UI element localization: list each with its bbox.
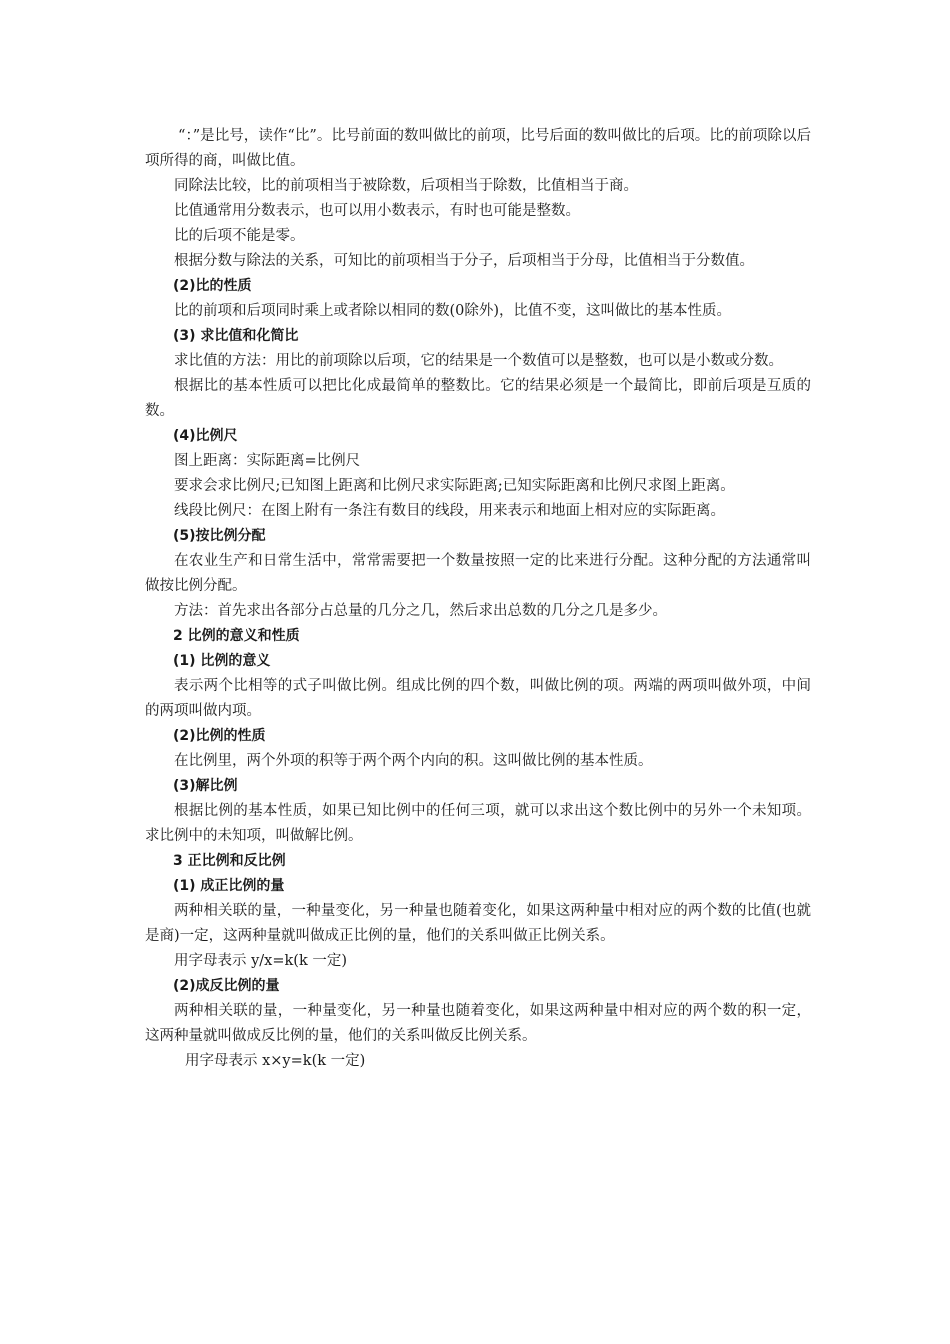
paragraph: 根据比例的基本性质，如果已知比例中的任何三项，就可以求出这个数比例中的另外一个未知项。求比例中的未知项，叫做解比例。 — [145, 803, 811, 844]
section-heading: (3)解比例 — [173, 778, 238, 794]
section-heading: (3) 求比值和化简比 — [173, 328, 299, 344]
paragraph: 方法：首先求出各部分占总量的几分之几，然后求出总数的几分之几是多少。 — [174, 603, 667, 619]
section-heading: (2)比的性质 — [173, 278, 252, 294]
paragraph: 用字母表示 x×y=k(k 一定) — [185, 1053, 366, 1069]
paragraph: 表示两个比相等的式子叫做比例。组成比例的四个数，叫做比例的项。两端的两项叫做外项，中间的两项叫做内项。 — [145, 678, 811, 719]
paragraph: 比值通常用分数表示，也可以用小数表示，有时也可能是整数。 — [174, 203, 580, 219]
paragraph: 两种相关联的量，一种量变化，另一种量也随着变化，如果这两种量中相对应的两个数的积一定，这两种量就叫做成反比例的量，他们的关系叫做反比例关系。 — [145, 1003, 811, 1044]
section-heading: (2)比例的性质 — [173, 728, 266, 744]
paragraph: 要求会求比例尺;已知图上距离和比例尺求实际距离;已知实际距离和比例尺求图上距离。 — [174, 478, 735, 494]
paragraph: 比的前项和后项同时乘上或者除以相同的数(0除外)，比值不变，这叫做比的基本性质。 — [174, 303, 732, 319]
section-heading: 2 比例的意义和性质 — [173, 628, 300, 644]
paragraph: 两种相关联的量，一种量变化，另一种量也随着变化，如果这两种量中相对应的两个数的比值(也就是商)一定，这两种量就叫做成正比例的量，他们的关系叫做正比例关系。 — [145, 903, 811, 944]
paragraph: 用字母表示 y/x=k(k 一定) — [174, 953, 348, 969]
paragraph: 比的后项不能是零。 — [174, 228, 305, 244]
paragraph: 根据比的基本性质可以把比化成最简单的整数比。它的结果必须是一个最简比，即前后项是互质的数。 — [145, 378, 811, 419]
paragraph: 根据分数与除法的关系，可知比的前项相当于分子，后项相当于分母，比值相当于分数值。 — [174, 253, 754, 269]
section-heading: (2)成反比例的量 — [173, 978, 280, 994]
paragraph: 求比值的方法：用比的前项除以后项，它的结果是一个数值可以是整数，也可以是小数或分数。 — [174, 353, 783, 369]
paragraph: 线段比例尺：在图上附有一条注有数目的线段，用来表示和地面上相对应的实际距离。 — [174, 503, 725, 519]
paragraph: “：”是比号，读作“比”。比号前面的数叫做比的前项，比号后面的数叫做比的后项。比的前项除以后项所得的商，叫做比值。 — [145, 128, 811, 169]
paragraph: 图上距离：实际距离=比例尺 — [174, 453, 361, 469]
paragraph: 在农业生产和日常生活中，常常需要把一个数量按照一定的比来进行分配。这种分配的方法通常叫做按比例分配。 — [145, 553, 811, 594]
document-body — [145, 124, 811, 1074]
paragraph: 同除法比较，比的前项相当于被除数，后项相当于除数，比值相当于商。 — [174, 178, 638, 194]
section-heading: (5)按比例分配 — [173, 528, 266, 544]
section-heading: (1) 比例的意义 — [173, 653, 271, 669]
section-heading: (1) 成正比例的量 — [173, 878, 285, 894]
paragraph: 在比例里，两个外项的积等于两个两个内向的积。这叫做比例的基本性质。 — [174, 753, 653, 769]
section-heading: 3 正比例和反比例 — [173, 853, 286, 869]
section-heading: (4)比例尺 — [173, 428, 238, 444]
